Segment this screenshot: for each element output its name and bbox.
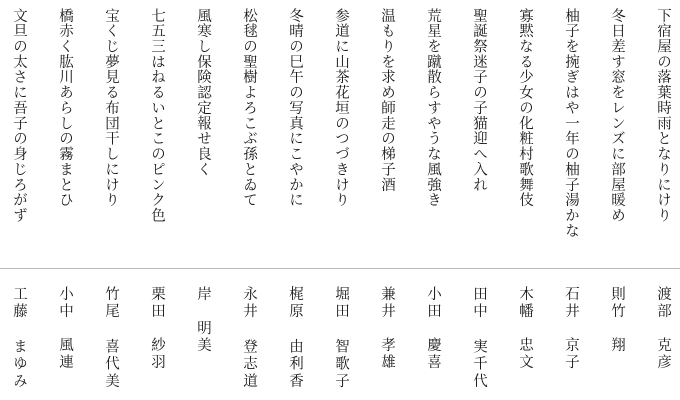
haiku-column: 下宿屋の落葉時雨となりにけり	[655, 8, 671, 224]
haiku-column: 松毬の聖樹よろこぶ孫とゐて	[241, 8, 257, 208]
author-name: 永井 登志道	[241, 286, 257, 391]
haiku-column: 文旦の太さに吾子の身じろがず	[11, 8, 27, 224]
author-name: 田中 実千代	[471, 286, 487, 391]
section-divider	[0, 268, 680, 269]
haiku-column: 参道に山茶花垣のつづきけり	[333, 8, 349, 208]
author-name: 堀田 智歌子	[333, 286, 349, 391]
author-name: 則竹 翔	[609, 286, 625, 355]
author-name: 小中 風連	[57, 286, 73, 372]
author-name: 渡部 克彦	[655, 286, 671, 372]
haiku-column: 柚子を捥ぎはや一年の柚子湯かな	[563, 8, 579, 239]
haiku-column: 温もりを求め師走の梯子酒	[379, 8, 395, 193]
author-name: 小田 慶喜	[425, 286, 441, 372]
haiku-column: 風寒し保険認定報せ良く	[195, 8, 211, 178]
author-name: 工藤 まゆみ	[11, 286, 27, 391]
author-name: 梶原 由利香	[287, 286, 303, 391]
author-name: 竹尾 喜代美	[103, 286, 119, 391]
haiku-column: 聖誕祭迷子の子猫迎へ入れ	[471, 8, 487, 193]
author-name: 栗田 紗羽	[149, 286, 165, 372]
haiku-column: 橋赤く肱川あらしの霧まとひ	[57, 8, 73, 208]
haiku-column: 宝くじ夢見る布団干しにけり	[103, 8, 119, 208]
haiku-column: 寡黙なる少女の化粧村歌舞伎	[517, 8, 533, 208]
haiku-column: 七五三はねるいとこのピンク色	[149, 8, 165, 224]
author-name: 兼井 孝雄	[379, 286, 395, 372]
author-name: 石井 京子	[563, 286, 579, 372]
author-name: 岸 明美	[195, 286, 211, 355]
haiku-column: 冬晴の巳午の写真にこやかに	[287, 8, 303, 208]
haiku-column: 荒星を蹴散らすやうな風強き	[425, 8, 441, 208]
haiku-column: 冬日差す窓をレンズに部屋暖め	[609, 8, 625, 224]
authors-region	[0, 272, 680, 400]
author-name: 木幡 忠文	[517, 286, 533, 372]
